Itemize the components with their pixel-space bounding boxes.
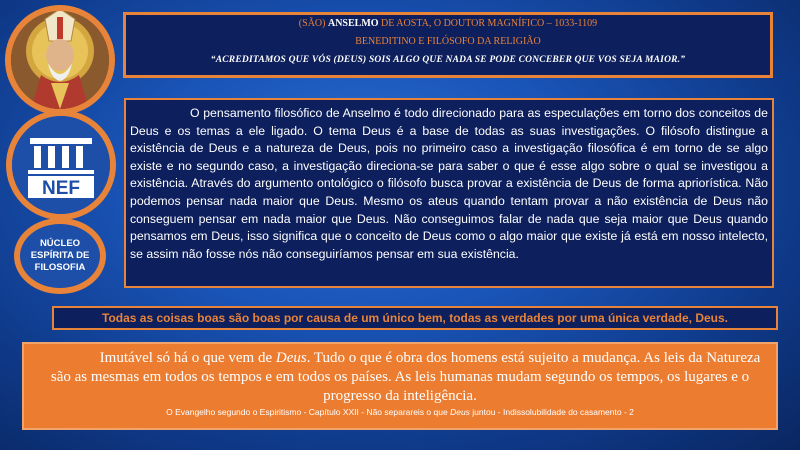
title-line (126, 18, 770, 29)
logo-acronym: NEF (42, 178, 80, 199)
title-banner (123, 12, 773, 78)
source-prefix: O Evangelho segundo o Espiritismo - Capítulo XXII - Não separareis o que (166, 407, 451, 417)
source-deus: Deus (450, 407, 470, 417)
title-prefix: (SÃO) (298, 18, 328, 29)
nucleo-badge (14, 218, 106, 294)
quote-deus: Deus (275, 350, 307, 366)
evangelho-quote-box (22, 342, 778, 430)
anselmo-portrait (5, 5, 115, 115)
source-suffix: juntou - Indissolubilidade do casamento - 2 (469, 407, 634, 417)
saint-figure-image (11, 11, 109, 109)
title-name: ANSELMO (327, 18, 379, 29)
quote-part2: . Tudo o que é obra dos homens está sujeito a mudança. As leis da Natureza são as mesmas em todos os tempos e em todos os países. As leis humanas mudam segundo os tempos, os lugares e o progresso da inteligência. (50, 350, 761, 404)
evangelho-source (24, 407, 776, 417)
temple-columns-icon (12, 116, 110, 214)
main-paragraph: O pensamento filosófico de Anselmo é todo direcionado para as especulações em torno dos conceitos de Deus e os temas a ele ligado. O tema Deus é a base de todas as suas investigações. O filósofo distingue a existência de Deus e a natureza de Deus, pois no primeiro caso a investigação filosófica é em torno de se algo existe e no segundo caso, a investigação direciona-se para saber o que é esse algo sobre o qual se investigou a existência. Através do argumento ontológico o filósofo busca provar a existência de Deus de forma apriorística. Não podemos pensar nada maior que Deus. Mesmo os ateus quando tentam provar a não existência de Deus não conseguem pensar em nada maior que Deus. Não conseguimos falar de nada que seja maior que Deus quando pensamos em Deus, isso significa que o conceito de Deus como o algo maior que existe já está em nosso intelecto, se assim não fosse nós não conseguiríamos pensar em sua existência. (130, 106, 768, 261)
header-quote: “ACREDITAMOS QUE VÓS (DEUS) SOIS ALGO QUE NADA SE PODE CONCEBER QUE VOS SEJA MAIOR.” (210, 55, 686, 65)
nucleo-line2: ESPÍRITA DE (30, 250, 90, 261)
evangelho-quote (24, 344, 776, 406)
nucleo-line1: NÚCLEO (39, 238, 81, 249)
quote-part1: Imutável só há o que vem de (99, 350, 276, 366)
nucleo-line3: FILOSOFIA (34, 262, 86, 273)
title-suffix: DE AOSTA, O DOUTOR MAGNÍFICO – 1033-1109 (378, 18, 598, 29)
subtitle-line: BENEDITINO E FILÓSOFO DA RELIGIÃO (355, 36, 541, 47)
quote-bar: Todas as coisas boas são boas por causa de um único bem, todas as verdades por uma única verdade, Deus. (52, 306, 778, 330)
nef-logo (6, 110, 116, 220)
main-text-panel (124, 98, 774, 288)
